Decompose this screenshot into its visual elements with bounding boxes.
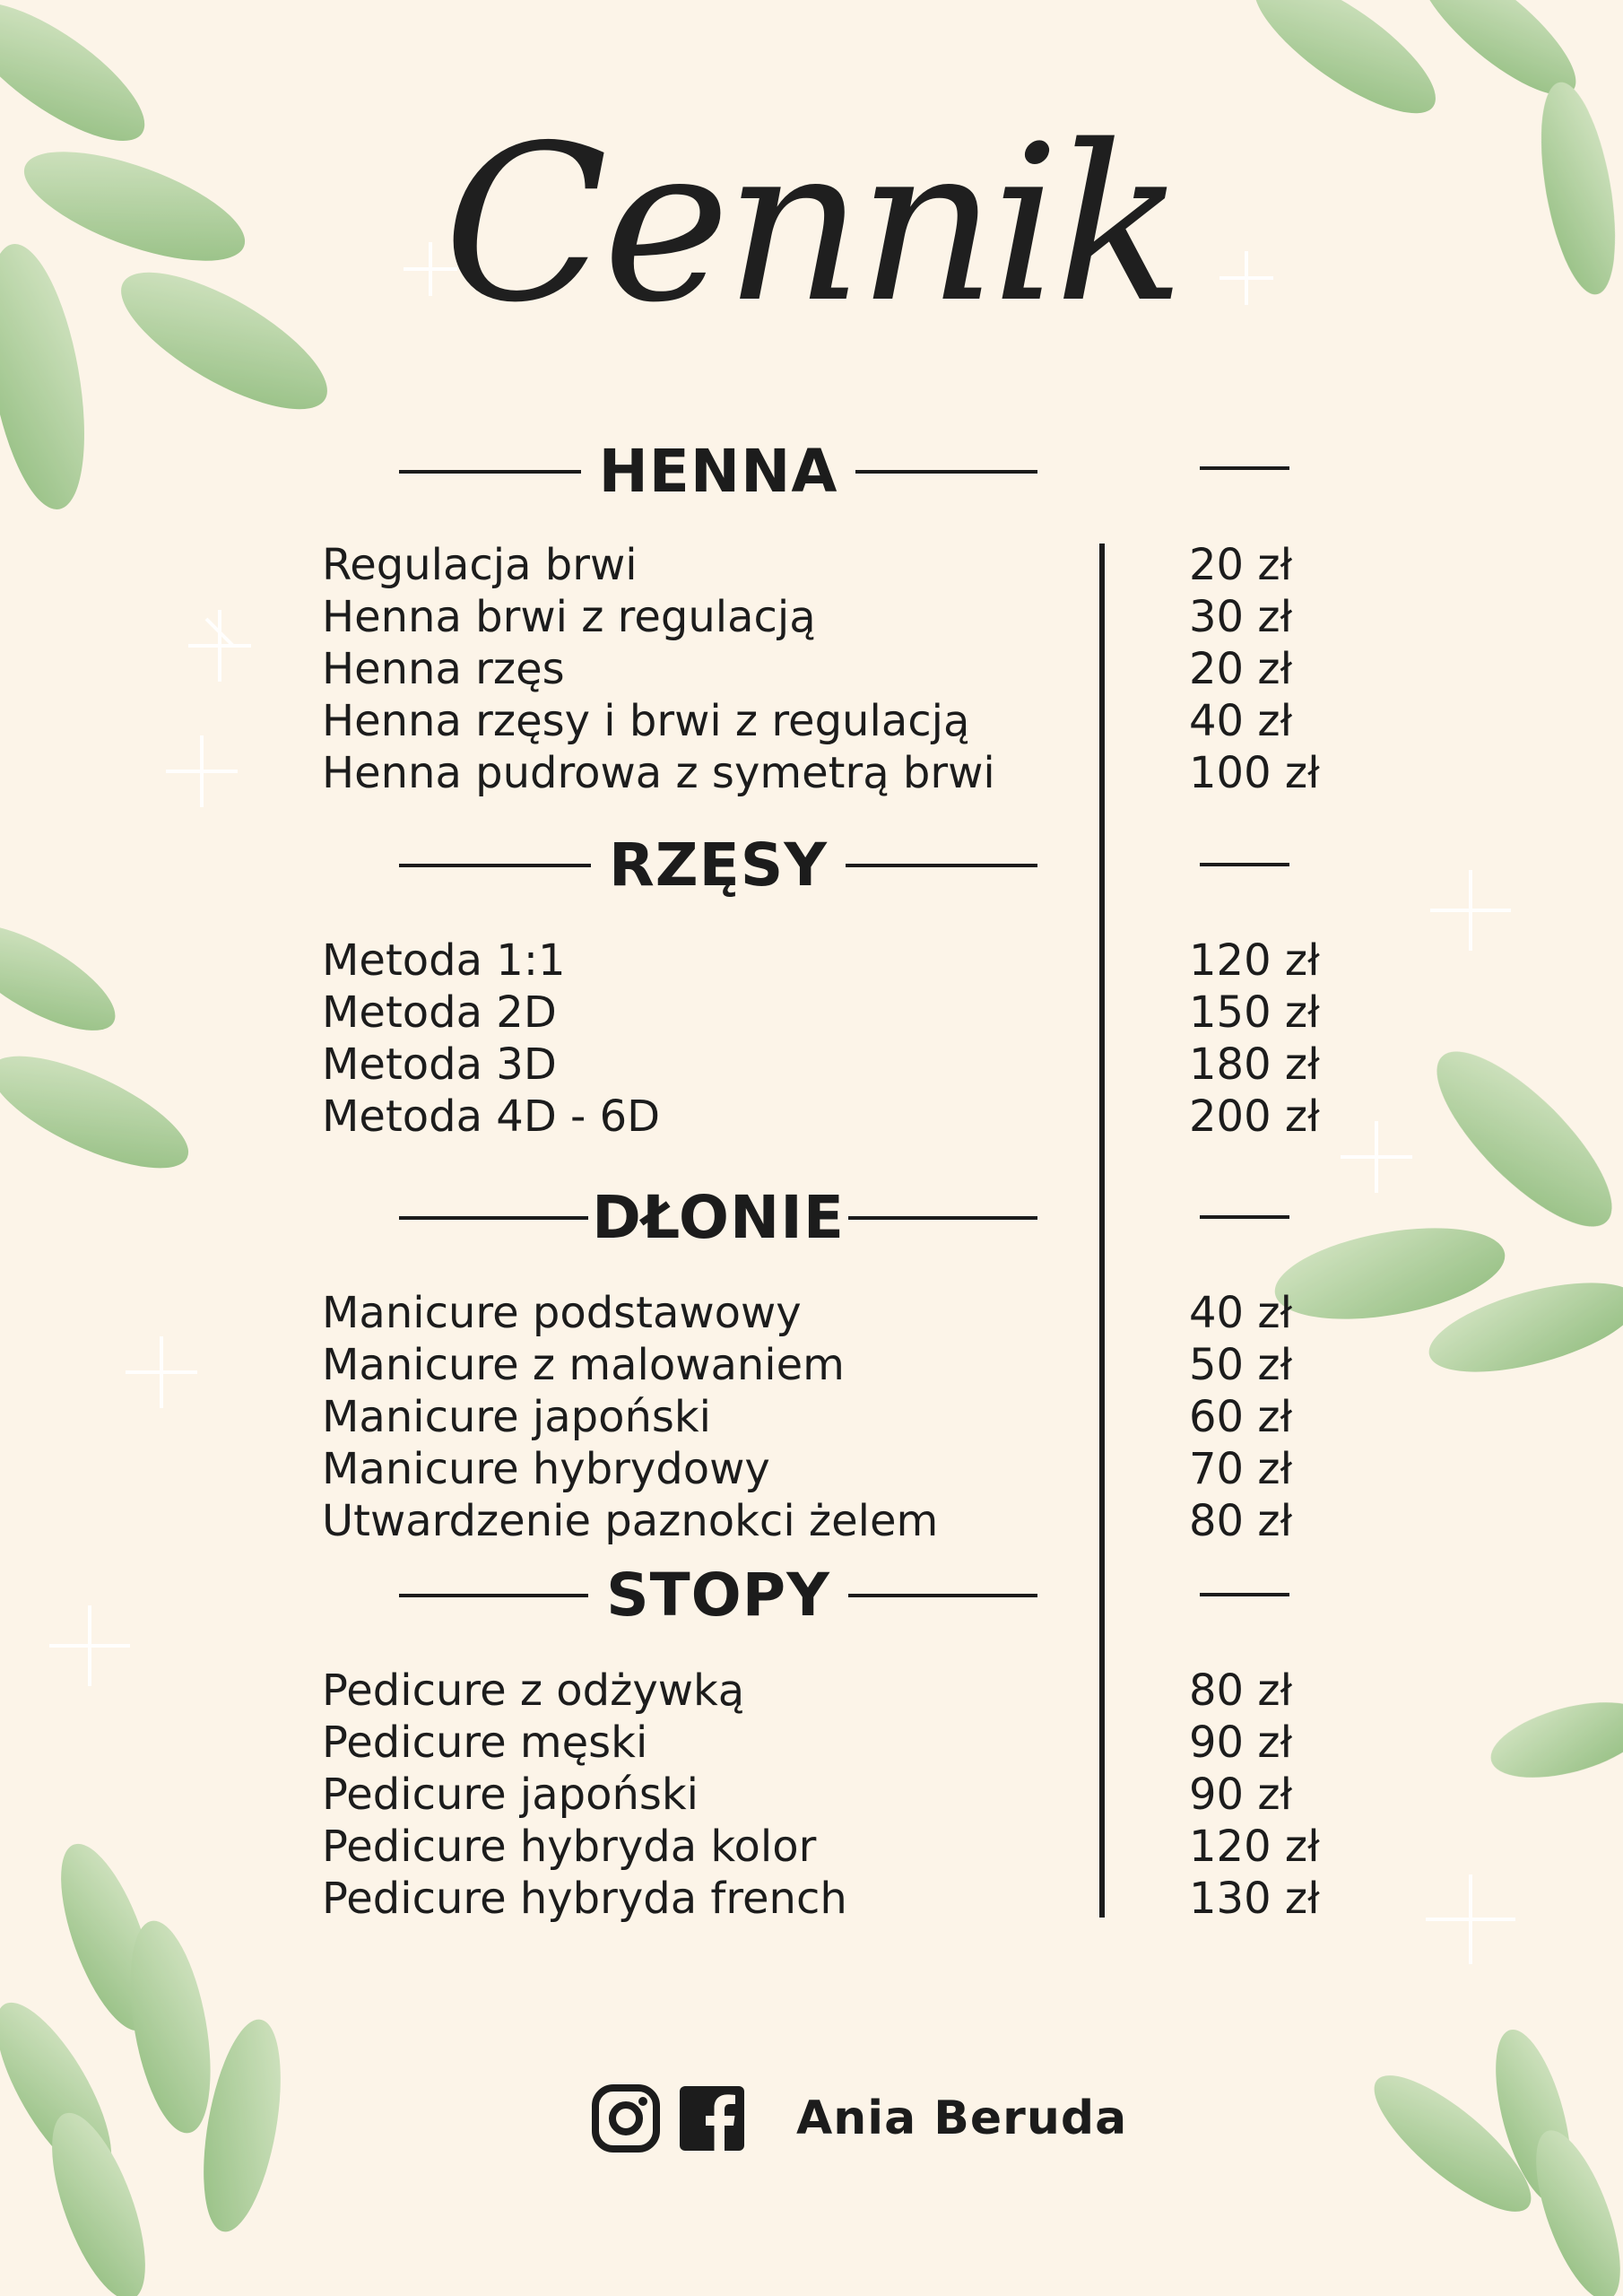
facebook-icon[interactable] [678,2084,746,2152]
service-price: 40 zł [1189,1288,1293,1338]
service-price: 80 zł [1189,1665,1293,1716]
service-price: 120 zł [1189,1822,1320,1872]
divider [399,470,581,474]
service-name: Pedicure męski [322,1718,648,1768]
service-name: Pedicure z odżywką [322,1665,745,1716]
list-item [322,539,1353,591]
list-item [322,1665,1353,1717]
service-name: Pedicure japoński [322,1770,699,1820]
list-item [322,1443,1353,1495]
section-dlonie-items [322,1287,1353,1547]
service-name: Manicure hybrydowy [322,1444,770,1494]
section-heading-stopy [399,1560,1037,1631]
list-item [322,1821,1353,1873]
service-name: Pedicure hybryda french [322,1874,847,1924]
service-price: 90 zł [1189,1718,1293,1768]
service-price: 130 zł [1189,1874,1320,1924]
service-price: 60 zł [1189,1392,1293,1442]
list-item [322,935,1353,987]
price-divider [1200,1215,1289,1219]
service-price: 200 zł [1189,1091,1320,1142]
service-price: 70 zł [1189,1444,1293,1494]
service-name: Utwardzenie paznokci żelem [322,1496,939,1546]
section-heading-rzesy [399,830,1037,901]
section-heading-henna [399,436,1037,508]
divider [846,864,1037,867]
list-item [322,591,1353,643]
service-name: Henna brwi z regulacją [322,592,816,642]
divider [399,1216,588,1220]
footer [592,2083,1127,2154]
service-price: 40 zł [1189,696,1293,746]
price-divider [1200,1593,1289,1596]
list-item [322,1039,1353,1091]
service-price: 20 zł [1189,540,1293,590]
vertical-divider [1099,544,1105,1918]
section-heading-label: DŁONIE [592,1183,845,1252]
service-price: 50 zł [1189,1340,1293,1390]
list-item [322,1769,1353,1821]
list-item [322,1873,1353,1925]
list-item [322,1391,1353,1443]
list-item [322,643,1353,695]
list-item [322,1495,1353,1547]
section-henna-items [322,539,1353,799]
list-item [322,695,1353,747]
service-price: 150 zł [1189,987,1320,1038]
divider [399,864,591,867]
section-rzesy-items [322,935,1353,1143]
section-heading-label: STOPY [606,1561,830,1630]
author-name: Ania Beruda [796,2092,1128,2145]
service-name: Metoda 3D [322,1039,557,1090]
section-heading-label: RZĘSY [608,831,829,900]
service-price: 80 zł [1189,1496,1293,1546]
section-heading-dlonie [399,1182,1037,1254]
divider [399,1594,588,1597]
service-name: Regulacja brwi [322,540,638,590]
list-item [322,1287,1353,1339]
service-name: Henna rzęsy i brwi z regulacją [322,696,970,746]
service-name: Manicure japoński [322,1392,712,1442]
page-title: Cennik [443,99,1180,350]
service-name: Metoda 2D [322,987,557,1038]
list-item [322,747,1353,799]
list-item [322,1717,1353,1769]
divider [855,470,1037,474]
service-name: Henna pudrowa z symetrą brwi [322,748,995,798]
instagram-icon[interactable] [592,2084,660,2152]
service-price: 120 zł [1189,935,1320,986]
section-stopy-items [322,1665,1353,1925]
service-price: 180 zł [1189,1039,1320,1090]
list-item [322,1339,1353,1391]
service-name: Manicure podstawowy [322,1288,802,1338]
list-item [322,987,1353,1039]
section-heading-label: HENNA [598,437,838,506]
service-price: 20 zł [1189,644,1293,694]
price-divider [1200,466,1289,470]
service-price: 100 zł [1189,748,1320,798]
divider [848,1216,1037,1220]
service-price: 90 zł [1189,1770,1293,1820]
list-item [322,1091,1353,1143]
divider [848,1594,1037,1597]
price-divider [1200,863,1289,866]
service-name: Metoda 1:1 [322,935,566,986]
service-name: Manicure z malowaniem [322,1340,845,1390]
service-name: Pedicure hybryda kolor [322,1822,817,1872]
service-price: 30 zł [1189,592,1293,642]
service-name: Henna rzęs [322,644,565,694]
service-name: Metoda 4D - 6D [322,1091,661,1142]
